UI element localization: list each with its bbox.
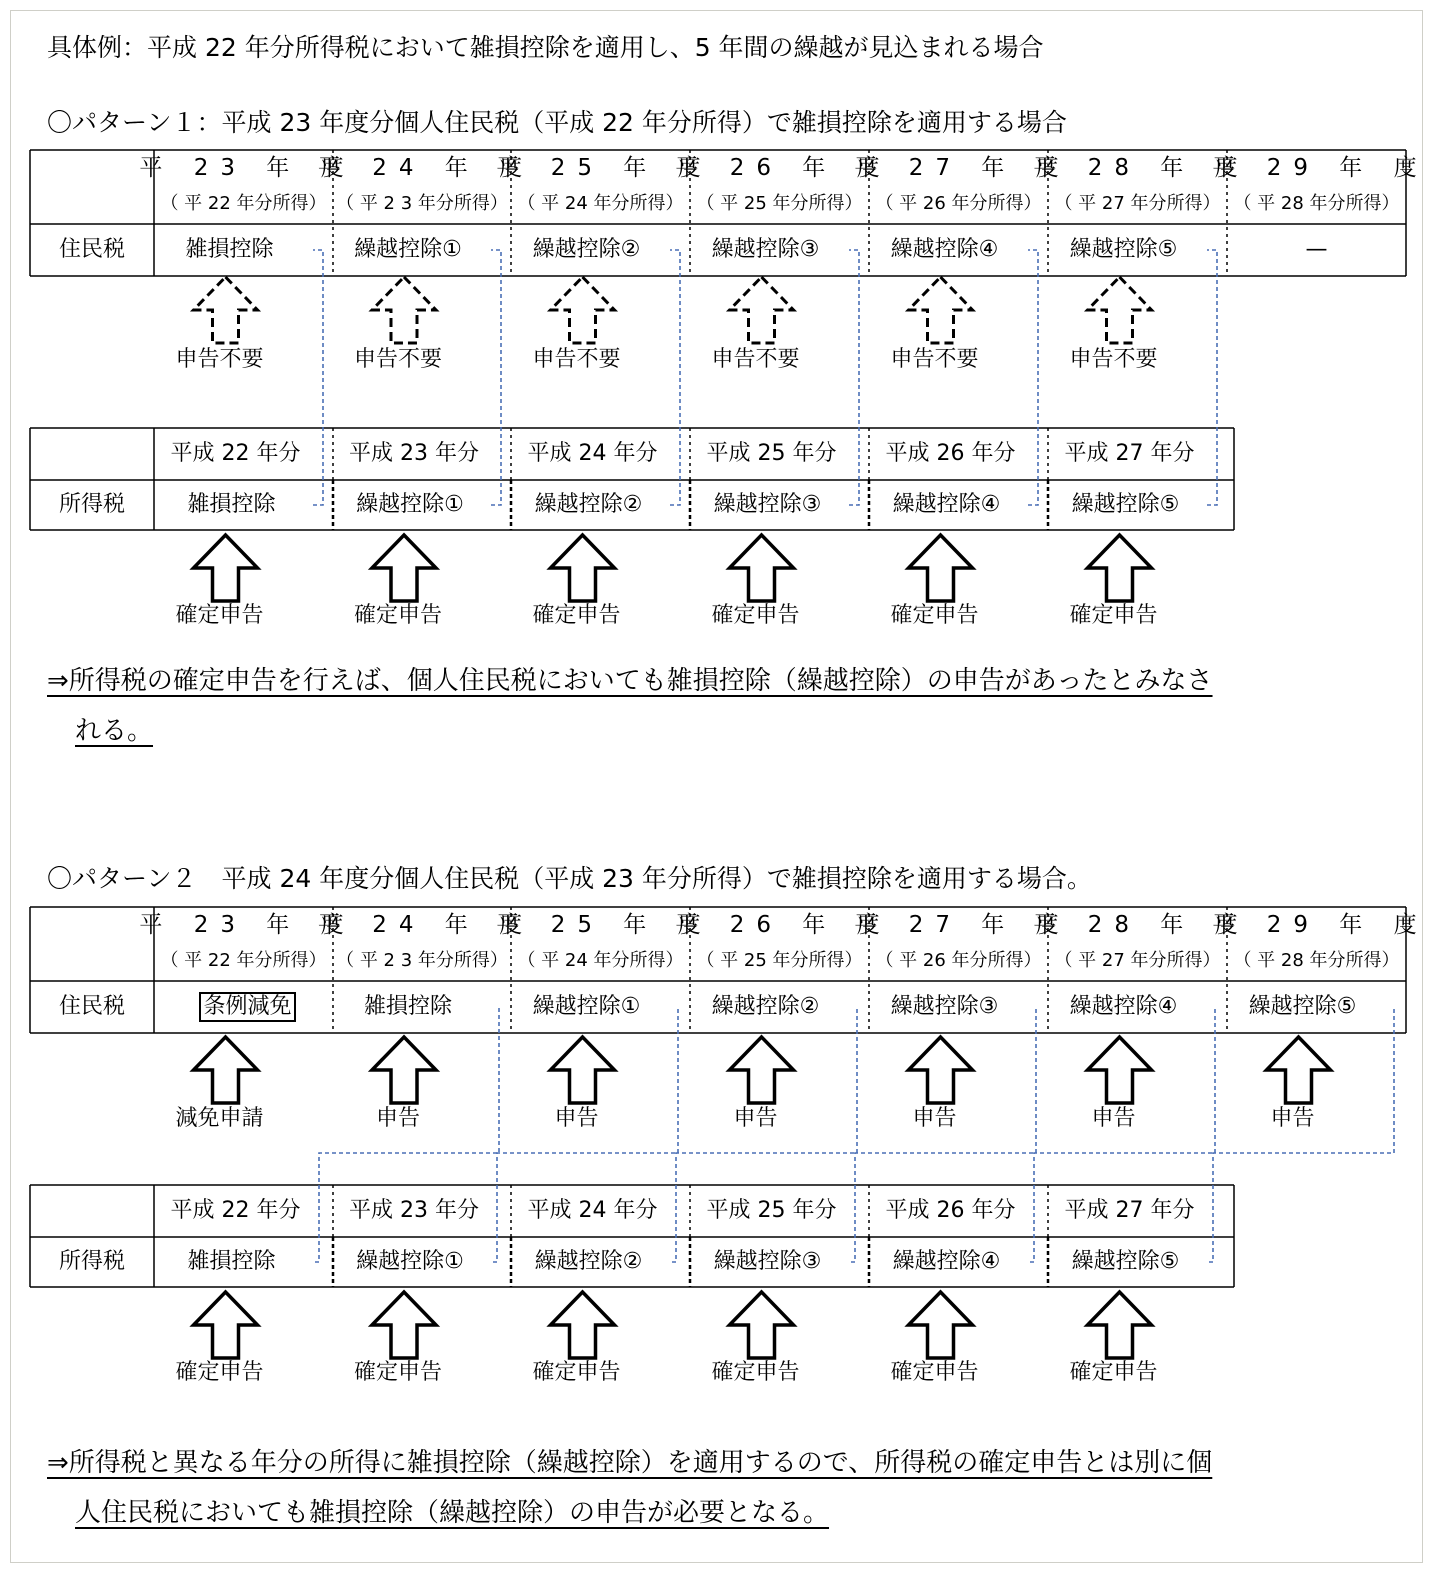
pattern2-up-arrow: [372, 1037, 436, 1103]
pattern2-upper-arrow-label: 申告: [554, 1106, 599, 1131]
pattern2-note-line1: ⇒所得税と異なる年分の所得に雑損控除（繰越控除）を適用するので、所得税の確定申告とは別に個: [47, 1448, 1213, 1478]
pattern2-up-arrow: [909, 1292, 973, 1358]
pattern1-up-arrow: [909, 535, 973, 601]
pattern1-juminzei-cell: —: [1305, 237, 1328, 262]
pattern2-upper-arrow-label: 申告: [912, 1106, 957, 1131]
pattern1-dashed-up-arrow: [551, 277, 615, 343]
pattern2-lower-arrow-label: 確定申告: [711, 1360, 800, 1385]
pattern2-juminzei-year-label: 平 26 年 度: [675, 911, 892, 938]
pattern1-juminzei-year-label: 平 29 年 度: [1212, 154, 1429, 181]
pattern1-lower-arrow-label: 確定申告: [1069, 603, 1158, 628]
pattern1-link-connector: [313, 250, 323, 505]
pattern2-shotokuzei-cell: 繰越控除④: [892, 1249, 1001, 1274]
pattern1-upper-arrow-label: 申告不要: [890, 347, 979, 372]
pattern1-shotokuzei-cell: 繰越控除②: [534, 492, 643, 517]
pattern1-shotokuzei-year-label: 平成 26 年分: [885, 441, 1016, 466]
pattern1-up-arrow: [194, 535, 258, 601]
pattern1-link-connector: [670, 250, 680, 505]
pattern2-shotokuzei-cell: 繰越控除②: [534, 1249, 643, 1274]
pattern1-juminzei-cell: 繰越控除④: [890, 237, 999, 262]
pattern1-upper-arrow-label: 申告不要: [711, 347, 800, 372]
pattern2-lower-arrow-label: 確定申告: [890, 1360, 979, 1385]
pattern1-note-line1: ⇒所得税の確定申告を行えば、個人住民税においても雑損控除（繰越控除）の申告があったとみなさ: [47, 666, 1213, 696]
pattern1-juminzei-income-year-label: （ 平 28 年分所得）: [1233, 193, 1400, 214]
pattern2-lower-arrow-label: 確定申告: [353, 1360, 442, 1385]
pattern2-up-arrow: [194, 1292, 258, 1358]
pattern2-shotokuzei-year-label: 平成 25 年分: [706, 1198, 837, 1223]
pattern1-juminzei-income-year-label: （ 平 26 年分所得）: [875, 193, 1042, 214]
pattern2-juminzei-income-year-label: （ 平 27 年分所得）: [1054, 950, 1221, 971]
pattern2-juminzei-year-label: 平 27 年 度: [854, 911, 1071, 938]
pattern2-juminzei-year-label: 平 25 年 度: [496, 911, 713, 938]
pattern1-link-connector: [491, 250, 501, 505]
pattern2-up-arrow: [730, 1037, 794, 1103]
pattern2-juminzei-cell: 繰越控除③: [890, 994, 999, 1019]
pattern1-juminzei-income-year-label: （ 平 25 年分所得）: [696, 193, 863, 214]
pattern2-up-arrow: [730, 1292, 794, 1358]
pattern1-dashed-up-arrow: [1088, 277, 1152, 343]
pattern1-juminzei-year-label: 平 27 年 度: [854, 154, 1071, 181]
pattern1-shotokuzei-row-label: 所得税: [58, 492, 125, 517]
pattern1-up-arrow: [1088, 535, 1152, 601]
pattern1-juminzei-cell: 繰越控除②: [532, 237, 641, 262]
pattern1-dashed-up-arrow: [372, 277, 436, 343]
pattern1-juminzei-year-label: 平 24 年 度: [317, 154, 535, 181]
pattern1-shotokuzei-year-label: 平成 27 年分: [1064, 441, 1195, 466]
pattern1-lower-arrow-label: 確定申告: [711, 603, 800, 628]
pattern1-dashed-up-arrow: [909, 277, 973, 343]
pattern2-upper-arrow-label: 減免申請: [175, 1106, 264, 1131]
pattern2-up-arrow: [909, 1037, 973, 1103]
pattern2-shotokuzei-year-label: 平成 23 年分: [349, 1198, 479, 1223]
pattern1-juminzei-year-label: 平 23 年 度: [139, 154, 356, 181]
page-title: 具体例：平成 22 年分所得税において雑損控除を適用し、5 年間の繰越が見込まれる場合: [47, 33, 1044, 62]
pattern2-shotokuzei-cell: 繰越控除①: [356, 1249, 464, 1274]
pattern2-juminzei-cell: 繰越控除⑤: [1248, 994, 1357, 1019]
pattern1-link-connector: [1207, 250, 1217, 505]
pattern2-juminzei-cell: 繰越控除①: [532, 994, 641, 1019]
pattern1-up-arrow: [372, 535, 436, 601]
pattern2-juminzei-cell: 繰越控除②: [711, 994, 820, 1019]
pattern2-juminzei-year-label: 平 24 年 度: [317, 911, 535, 938]
pattern1-juminzei-income-year-label: （ 平 27 年分所得）: [1054, 193, 1221, 214]
pattern1-dashed-up-arrow: [194, 277, 258, 343]
pattern2-juminzei-income-year-label: （ 平 2 3 年分所得）: [336, 950, 508, 971]
pattern1-juminzei-cell: 繰越控除③: [711, 237, 820, 262]
pattern2-up-arrow: [551, 1037, 615, 1103]
pattern1-juminzei-cell: 繰越控除①: [354, 237, 462, 262]
pattern1-dashed-up-arrow: [730, 277, 794, 343]
pattern2-shotokuzei-cell: 繰越控除③: [713, 1249, 822, 1274]
pattern1-shotokuzei-cell: 繰越控除⑤: [1071, 492, 1180, 517]
pattern2-juminzei-income-year-label: （ 平 24 年分所得）: [517, 950, 684, 971]
pattern1-juminzei-income-year-label: （ 平 2 3 年分所得）: [336, 193, 508, 214]
pattern1-juminzei-cell: 雑損控除: [185, 237, 274, 262]
pattern1-up-arrow: [730, 535, 794, 601]
pattern2-juminzei-year-label: 平 23 年 度: [139, 911, 356, 938]
pattern2-upper-arrow-label: 申告: [733, 1106, 778, 1131]
pattern1-shotokuzei-cell: 繰越控除③: [713, 492, 822, 517]
pattern1-shotokuzei-year-label: 平成 22 年分: [170, 441, 301, 466]
pattern1-heading: 〇パターン１：平成 23 年度分個人住民税（平成 22 年分所得）で雑損控除を適用する場合: [47, 108, 1067, 137]
pattern2-lower-arrow-label: 確定申告: [532, 1360, 621, 1385]
pattern2-lower-arrow-label: 確定申告: [175, 1360, 264, 1385]
pattern1-juminzei-year-label: 平 28 年 度: [1033, 154, 1250, 181]
pattern2-juminzei-row-label: 住民税: [58, 994, 125, 1019]
pattern1-lower-arrow-label: 確定申告: [353, 603, 442, 628]
pattern2-up-arrow: [1088, 1037, 1152, 1103]
pattern1-juminzei-income-year-label: （ 平 24 年分所得）: [517, 193, 684, 214]
pattern2-juminzei-cell: 条例減免: [199, 992, 295, 1022]
pattern1-juminzei-cell: 繰越控除⑤: [1069, 237, 1178, 262]
pattern2-shotokuzei-cell: 繰越控除⑤: [1071, 1249, 1180, 1274]
pattern2-upper-arrow-label: 申告: [1091, 1106, 1136, 1131]
pattern1-shotokuzei-year-label: 平成 25 年分: [706, 441, 837, 466]
pattern2-up-arrow: [1088, 1292, 1152, 1358]
pattern1-shotokuzei-cell: 繰越控除④: [892, 492, 1001, 517]
pattern1-upper-arrow-label: 申告不要: [175, 347, 264, 372]
pattern1-juminzei-row-label: 住民税: [58, 237, 125, 262]
pattern2-shotokuzei-year-label: 平成 22 年分: [170, 1198, 301, 1223]
pattern2-upper-arrow-label: 申告: [1270, 1106, 1315, 1131]
pattern2-juminzei-income-year-label: （ 平 22 年分所得）: [160, 950, 327, 971]
pattern1-link-connector: [849, 250, 859, 505]
pattern1-shotokuzei-year-label: 平成 24 年分: [527, 441, 658, 466]
pattern2-shotokuzei-year-label: 平成 24 年分: [527, 1198, 658, 1223]
pattern1-note-line2: れる。: [75, 716, 154, 746]
pattern1-juminzei-year-label: 平 26 年 度: [675, 154, 892, 181]
pattern1-shotokuzei-cell: 雑損控除: [187, 492, 276, 517]
pattern2-juminzei-income-year-label: （ 平 28 年分所得）: [1233, 950, 1400, 971]
pattern2-shotokuzei-year-label: 平成 27 年分: [1064, 1198, 1195, 1223]
pattern2-shotokuzei-year-label: 平成 26 年分: [885, 1198, 1016, 1223]
pattern1-lower-arrow-label: 確定申告: [532, 603, 621, 628]
pattern2-lower-arrow-label: 確定申告: [1069, 1360, 1158, 1385]
pattern2-juminzei-cell: 雑損控除: [363, 994, 452, 1019]
pattern1-upper-arrow-label: 申告不要: [353, 347, 442, 372]
pattern2-upper-arrow-label: 申告: [375, 1106, 420, 1131]
pattern1-lower-arrow-label: 確定申告: [890, 603, 979, 628]
pattern1-juminzei-year-label: 平 25 年 度: [496, 154, 713, 181]
pattern1-up-arrow: [551, 535, 615, 601]
pattern2-up-arrow: [551, 1292, 615, 1358]
pattern1-upper-arrow-label: 申告不要: [1069, 347, 1158, 372]
pattern2-juminzei-income-year-label: （ 平 25 年分所得）: [696, 950, 863, 971]
pattern2-up-arrow: [194, 1037, 258, 1103]
pattern2-shotokuzei-row-label: 所得税: [58, 1249, 125, 1274]
pattern2-juminzei-income-year-label: （ 平 26 年分所得）: [875, 950, 1042, 971]
pattern1-juminzei-income-year-label: （ 平 22 年分所得）: [160, 193, 327, 214]
pattern1-shotokuzei-cell: 繰越控除①: [356, 492, 464, 517]
pattern2-juminzei-cell: 繰越控除④: [1069, 994, 1178, 1019]
pattern1-lower-arrow-label: 確定申告: [175, 603, 264, 628]
pattern2-juminzei-year-label: 平 28 年 度: [1033, 911, 1250, 938]
pattern2-shotokuzei-cell: 雑損控除: [187, 1249, 276, 1274]
pattern2-note-line2: 人住民税においても雑損控除（繰越控除）の申告が必要となる。: [75, 1498, 830, 1528]
pattern2-up-arrow: [1267, 1037, 1331, 1103]
pattern1-link-connector: [1028, 250, 1038, 505]
pattern2-up-arrow: [372, 1292, 436, 1358]
pattern1-shotokuzei-year-label: 平成 23 年分: [349, 441, 479, 466]
pattern2-heading: 〇パターン２ 平成 24 年度分個人住民税（平成 23 年分所得）で雑損控除を適用する場合。: [47, 864, 1092, 893]
pattern1-upper-arrow-label: 申告不要: [532, 347, 621, 372]
pattern2-juminzei-year-label: 平 29 年 度: [1212, 911, 1429, 938]
